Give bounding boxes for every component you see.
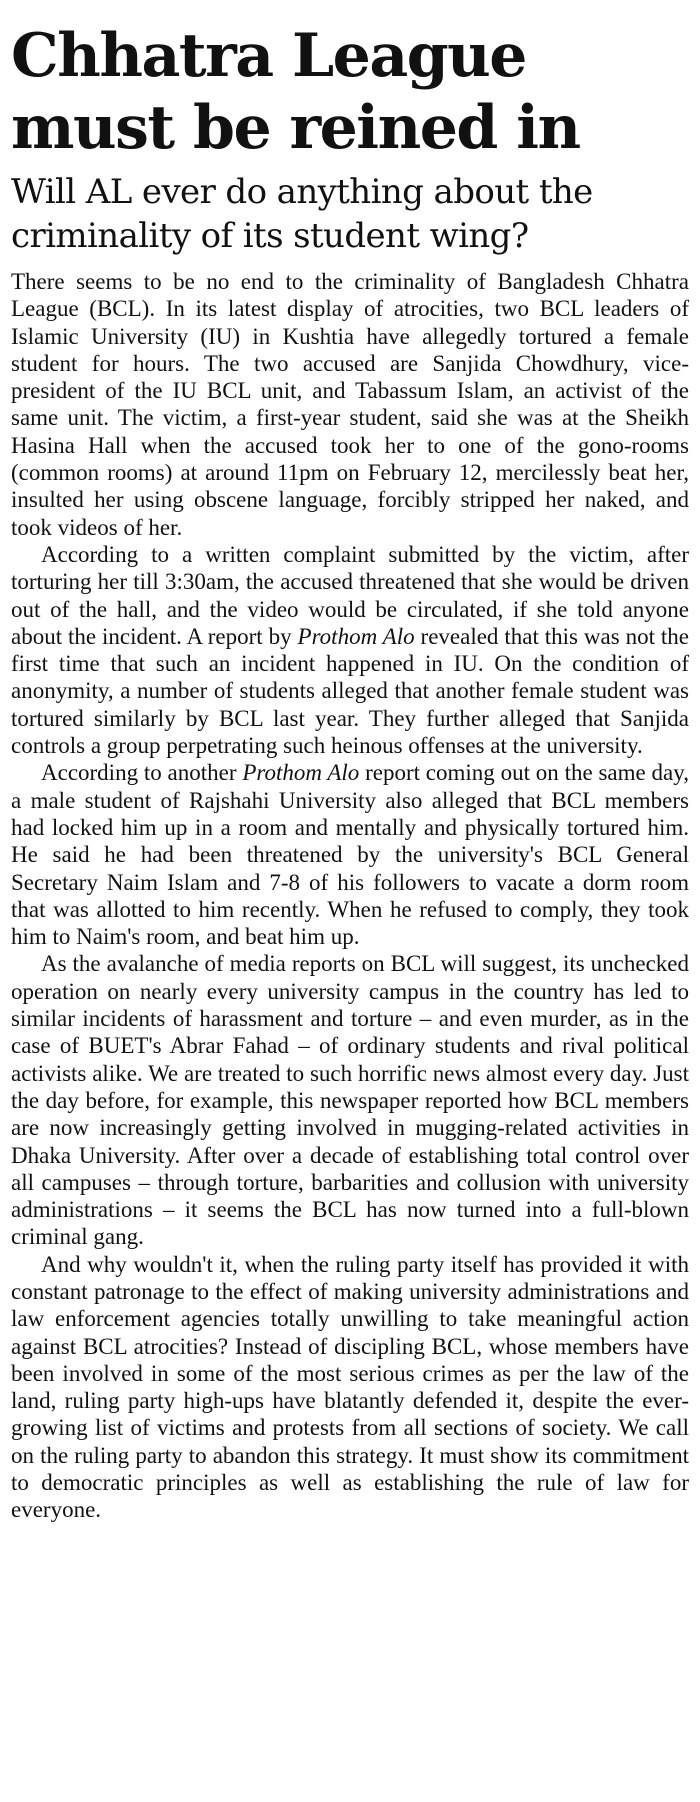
paragraph-text: As the avalanche of media reports on BCL will suggest, its unchecked operation on nearly every university campus in the country has led to similar incidents of harassment and torture – and even murder, as in the case of BUET's Abrar Fahad – of ordinary students and rival political activists alike. We are treated to such horrific news almost every day. Just the day before, for example, this newspaper reported how BCL members are now increasingly getting involved in mugging-related activities in Dhaka University. After over a decade of establishing total control over all campuses – through torture, barbarities and collusion with university administrations – it seems the BCL has now turned into a full-blown criminal gang. [11, 951, 689, 1250]
editorial-article [11, 0, 689, 1524]
paragraph-text: According to a written complaint submitted by the victim, after torturing her till 3:30am, the accused threatened that she would be driven out of the hall, and the video would be circulated, if she told anyone about the incident. A report by [11, 541, 689, 649]
paragraph [11, 950, 689, 1250]
headline: Chhatra League must be reined in [11, 21, 580, 163]
paragraph [11, 1251, 689, 1524]
publication-name: Prothom Alo [297, 623, 415, 649]
paragraph-text: report coming out on the same day, a male student of Rajshahi University also alleged that BCL members had locked him up in a room and mentally and physically tortured him. He said he had been threatened by the university's BCL General Secretary Naim Islam and 7-8 of his followers to vacate a dorm room that was allotted to him recently. When he refused to comply, they took him to Naim's room, and beat him up. [11, 760, 689, 950]
paragraph [11, 541, 689, 759]
paragraph [11, 759, 689, 950]
paragraph-text: And why wouldn't it, when the ruling party itself has provided it with constant patronage to the effect of making university administrations and law enforcement agencies totally unwilling to take meaningful action against BCL atrocities? Instead of discipling BCL, whose members have been involved in some of the most serious crimes as per the law of the land, ruling party high-ups have blatantly defended it, despite the ever-growing list of victims and protests from all sections of society. We call on the ruling party to abandon this strategy. It must show its commitment to democratic principles as well as establishing the rule of law for everyone. [11, 1251, 689, 1523]
article-body [11, 268, 689, 1524]
subheadline: Will AL ever do anything about the criminality of its student wing? [11, 172, 593, 256]
paragraph [11, 268, 689, 541]
publication-name: Prothom Alo [242, 760, 360, 786]
paragraph-text: There seems to be no end to the criminality of Bangladesh Chhatra League (BCL). In its latest display of atrocities, two BCL leaders of Islamic University (IU) in Kushtia have allegedly tortured a female student for hours. The two accused are Sanjida Chowdhury, vice-president of the IU BCL unit, and Tabassum Islam, an activist of the same unit. The victim, a first-year student, said she was at the Sheikh Hasina Hall when the accused took her to one of the gono-rooms (common rooms) at around 11pm on February 12, mercilessly beat her, insulted her using obscene language, forcibly stripped her naked, and took videos of her. [11, 269, 689, 540]
paragraph-text: According to another [41, 760, 243, 786]
paragraph-text: revealed that this was not the first time that such an incident happened in IU. On the condition of anonymity, a number of students alleged that another female student was tortured similarly by BCL last year. They further alleged that Sanjida controls a group perpetrating such heinous offenses at the university. [11, 623, 689, 759]
